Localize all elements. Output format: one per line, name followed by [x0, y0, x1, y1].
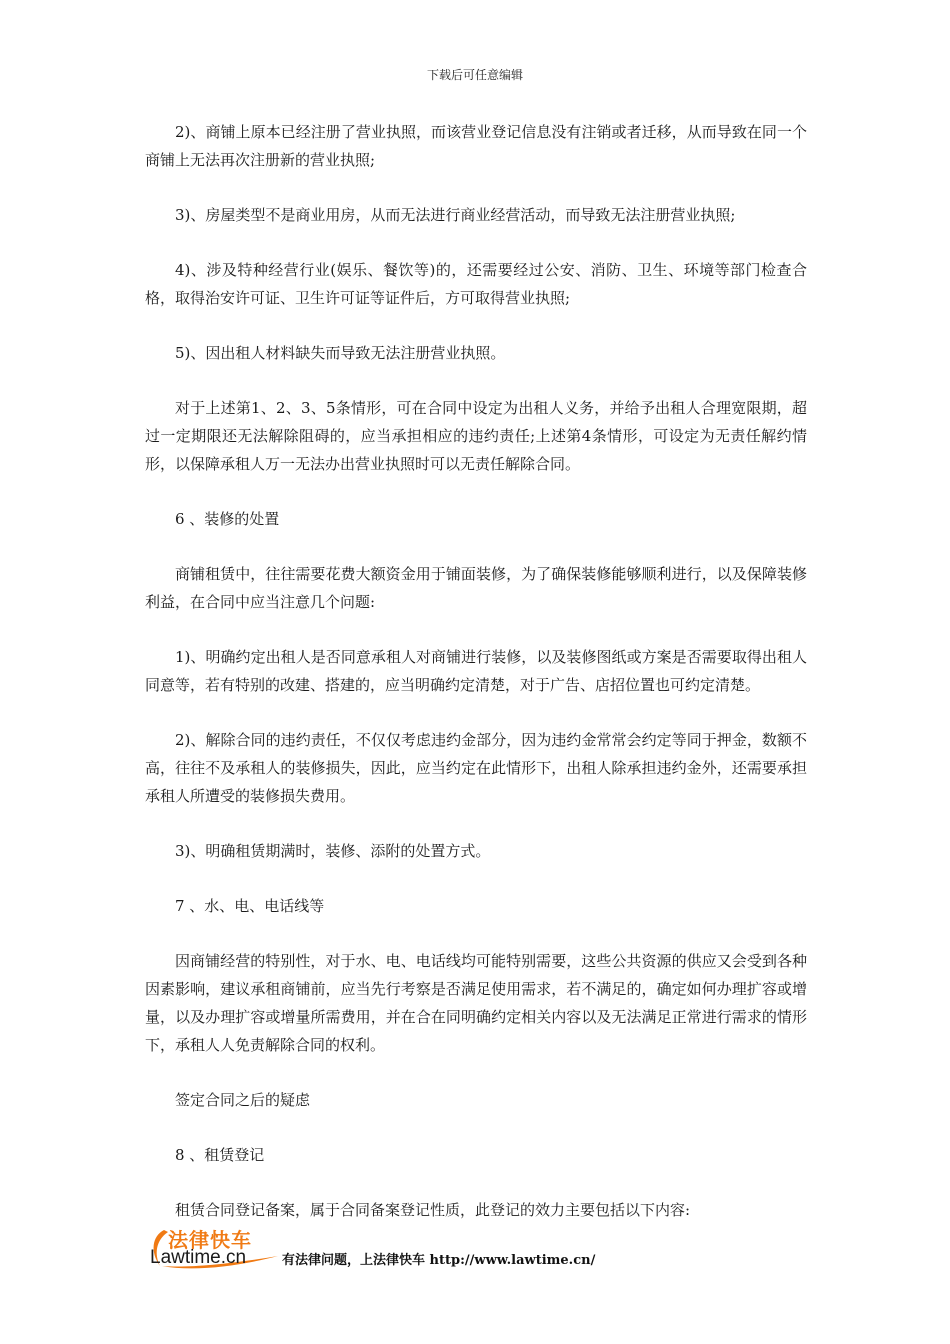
- paragraph-renovation-item-1: 1)、明确约定出租人是否同意承租人对商铺进行装修，以及装修图纸或方案是否需要取得出租人同意等，若有特别的改建、搭建的，应当明确约定清楚，对于广告、店招位置也可约定清楚。: [145, 648, 807, 694]
- paragraph-summary-obligations: 对于上述第1、2、3、5条情形，可在合同中设定为出租人义务，并给予出租人合理宽限期，超过一定期限还无法解除阻碍的，应当承担相应的违约责任;上述第4条情形，可设定为无责任解约情形，以保障承租人万一无法办出营业执照时可以无责任解除合同。: [145, 399, 807, 473]
- paragraph-renovation-item-2: 2)、解除合同的违约责任，不仅仅考虑违约金部分，因为违约金常常会约定等同于押金，数额不高，往往不及承租人的装修损失，因此，应当约定在此情形下，出租人除承担违约金外，还需要承担承租人所遭受的装修损失费用。: [145, 731, 807, 805]
- logo-chinese-text: 法律快车: [168, 1228, 252, 1252]
- section-heading-renovation: 6 、装修的处置: [175, 510, 280, 528]
- paragraph-item-4-special-industry: 4)、涉及特种经营行业(娱乐、餐饮等)的，还需要经过公安、消防、卫生、环境等部门检查合格，取得治安许可证、卫生许可证等证件后，方可取得营业执照;: [145, 261, 807, 307]
- paragraph-item-2-occupied-license: 2)、商铺上原本已经注册了营业执照，而该营业登记信息没有注销或者迁移，从而导致在同一个商铺上无法再次注册新的营业执照;: [145, 123, 807, 169]
- paragraph-lease-registration: 租赁合同登记备案，属于合同备案登记性质，此登记的效力主要包括以下内容:: [175, 1201, 691, 1219]
- paragraph-renovation-item-3: 3)、明确租赁期满时，装修、添附的处置方式。: [175, 842, 491, 860]
- paragraph-item-3-house-type: 3)、房屋类型不是商业用房，从而无法进行商业经营活动，而导致无法注册营业执照;: [175, 206, 736, 224]
- section-heading-lease-registration: 8 、租赁登记: [175, 1146, 265, 1164]
- paragraph-renovation-intro: 商铺租赁中，往往需要花费大额资金用于铺面装修，为了确保装修能够顺利进行，以及保障装修利益，在合同中应当注意几个问题:: [145, 565, 807, 611]
- section-heading-after-signing: 签定合同之后的疑虑: [175, 1091, 311, 1109]
- paragraph-utilities: 因商铺经营的特别性，对于水、电、电话线均可能特别需要，这些公共资源的供应又会受到各种因素影响，建议承租商铺前，应当先行考察是否满足使用需求，若不满足的，确定如何办理扩容或增量，以及办理扩容或增量所需费用，并在合在同明确约定相关内容以及无法满足正常进行需求的情形下，承租人人免责解除合同的权利。: [145, 952, 807, 1054]
- paragraph-item-5-missing-materials: 5)、因出租人材料缺失而导致无法注册营业执照。: [175, 344, 506, 362]
- section-heading-utilities: 7 、水、电、电话线等: [175, 897, 325, 915]
- page-header-note: 下载后可任意编辑: [426, 68, 523, 82]
- logo-english-text: Lawtime.cn: [150, 1247, 247, 1268]
- document-body: [145, 118, 807, 1251]
- footer-slogan: 有法律问题，上法律快车 http://www.lawtime.cn/: [282, 1253, 596, 1268]
- page-footer: [150, 1222, 850, 1272]
- lawtime-logo: [150, 1222, 280, 1272]
